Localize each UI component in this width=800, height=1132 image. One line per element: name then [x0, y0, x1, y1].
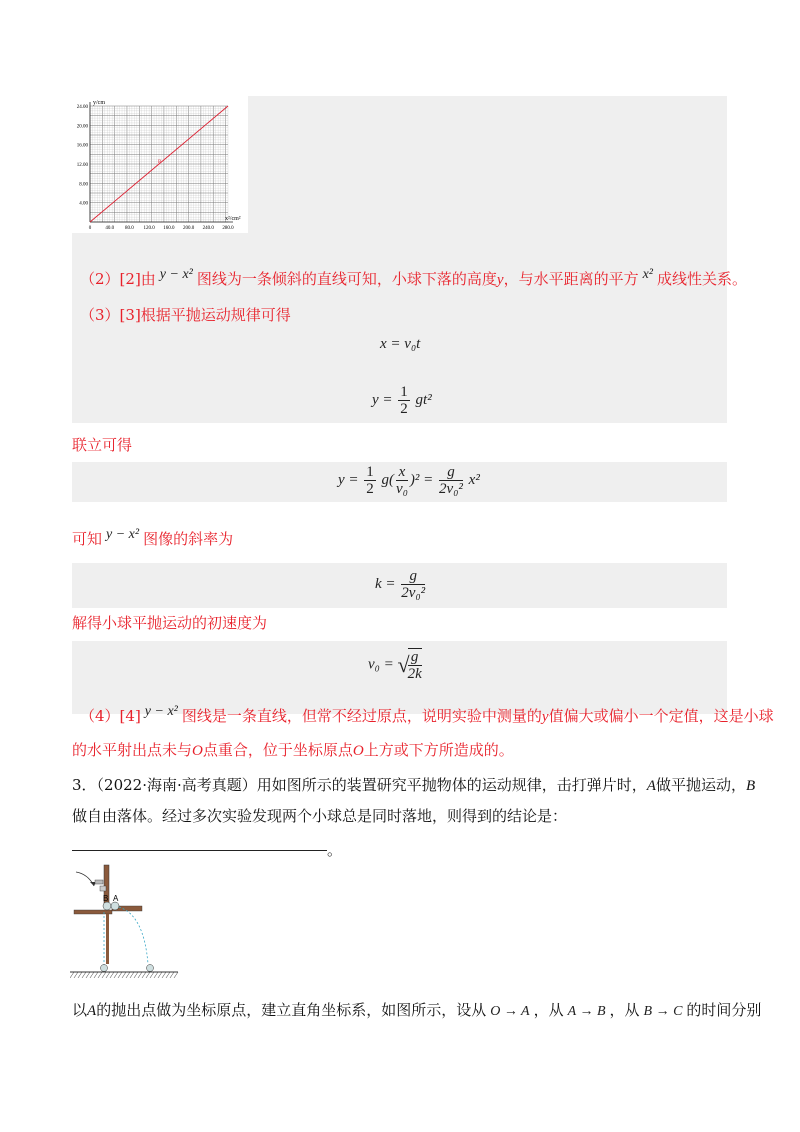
ground-hatch — [90, 972, 94, 978]
ground-hatch — [106, 972, 110, 978]
y-tick-label: 4.00 — [79, 201, 88, 207]
ground-hatch — [138, 972, 142, 978]
ground-hatch — [110, 972, 114, 978]
text-slope: 可知 y − x² 图像的斜率为 — [72, 527, 234, 548]
point-label: B — [158, 160, 162, 165]
ground-hatch — [82, 972, 86, 978]
equation-x: x = v₀t — [380, 336, 421, 352]
ground-hatch — [150, 972, 154, 978]
answer-2: （2）[2]由 y − x² 图线为一条倾斜的直线可知，小球下落的高度y，与水平距离的平方 x² 成线性关系。 — [80, 267, 748, 288]
x-tick-label: 240.0 — [202, 226, 214, 231]
ground-hatch — [170, 972, 174, 978]
y-tick-label: 16.00 — [76, 143, 88, 149]
answer-4-line1: （4）[4] y − x² 图线是一条直线，但常不经过原点，说明实验中测量的y值偏大或偏小一个定值，这是小球 — [80, 704, 774, 725]
question-3-line1: 3．（2022·海南·高考真题）用如图所示的装置研究平抛物体的运动规律，击打弹片时，A做平抛运动，B — [72, 776, 756, 794]
text-lian-li: 联立可得 — [72, 436, 133, 454]
text-initial-velocity: 解得小球平抛运动的初速度为 — [72, 614, 268, 632]
x-tick-label: 80.0 — [125, 226, 134, 231]
x-tick-label: 0 — [88, 226, 92, 231]
question-3-line2: 做自由落体。经过多次实验发现两个小球总是同时落地，则得到的结论是： — [72, 807, 568, 825]
ground-hatch — [86, 972, 90, 978]
y-axis-label: y/cm — [93, 100, 105, 106]
ground-hatch — [166, 972, 170, 978]
ground-hatch — [122, 972, 126, 978]
ground-hatch — [70, 972, 74, 978]
ground-hatch — [118, 972, 122, 978]
apparatus-figure — [70, 860, 180, 980]
y-tick-label: 8.00 — [79, 182, 88, 188]
x-tick-label: 280.0 — [222, 226, 234, 231]
equation-y: y = $\frac{1}{2}$ gt² — [372, 384, 432, 417]
ground-hatch — [158, 972, 162, 978]
x-tick-label: 200.0 — [182, 226, 195, 231]
ground-hatch — [154, 972, 158, 978]
ground-hatch — [162, 972, 166, 978]
ground-hatch — [94, 972, 98, 978]
ground-hatch — [174, 972, 178, 978]
ground-hatch — [142, 972, 146, 978]
blank-period: 。 — [327, 841, 343, 859]
answer-3: （3）[3]根据平抛运动规律可得 — [80, 306, 291, 324]
expr-y-x2: y − x² — [159, 267, 193, 282]
ground-hatch — [102, 972, 106, 978]
ground-hatch — [134, 972, 138, 978]
x-tick-label: 160.0 — [163, 226, 175, 231]
ground-hatch — [126, 972, 130, 978]
question-3-line3: 以A的抛出点做为坐标原点，建立直角坐标系，如图所示，设从 O → A ，从 A → B ，从 B → C 的时间分别 — [72, 1001, 762, 1019]
ground-hatch — [78, 972, 82, 978]
y-tick-label: 24.00 — [76, 105, 88, 110]
equation-v0: v₀ = √ $\frac{g}{2k}$ — [368, 649, 422, 682]
answer-shade-top — [248, 96, 727, 233]
x-tick-label: 40.0 — [105, 226, 115, 231]
x-tick-label: 120.0 — [143, 226, 155, 231]
ground-hatch — [114, 972, 118, 978]
ground-hatch — [74, 972, 78, 978]
ground-hatch — [130, 972, 134, 978]
y-tick-label: 20.00 — [76, 124, 88, 130]
ground-hatch — [98, 972, 102, 978]
ball-b-label: B — [103, 894, 109, 903]
answer-4-line2: 的水平射出点未与O点重合，位于坐标原点O上方或下方所造成的。 — [72, 741, 514, 759]
x-axis-label: x²/cm² — [225, 216, 241, 222]
y-tick-label: 12.00 — [76, 163, 88, 168]
answer-blank[interactable] — [72, 850, 327, 851]
ball-a-label: A — [113, 894, 119, 903]
ground-hatch — [146, 972, 150, 978]
equation-combined: y = $\frac{1}{2}$ g( $\frac{x}{\text{v₀}}$ )² = $\frac{g}{\text{2v₀²}}$ x² — [338, 464, 480, 497]
equation-slope: k = $\frac{g}{\text{2v₀²}}$ — [375, 568, 426, 601]
y-x2-graph — [70, 96, 245, 236]
